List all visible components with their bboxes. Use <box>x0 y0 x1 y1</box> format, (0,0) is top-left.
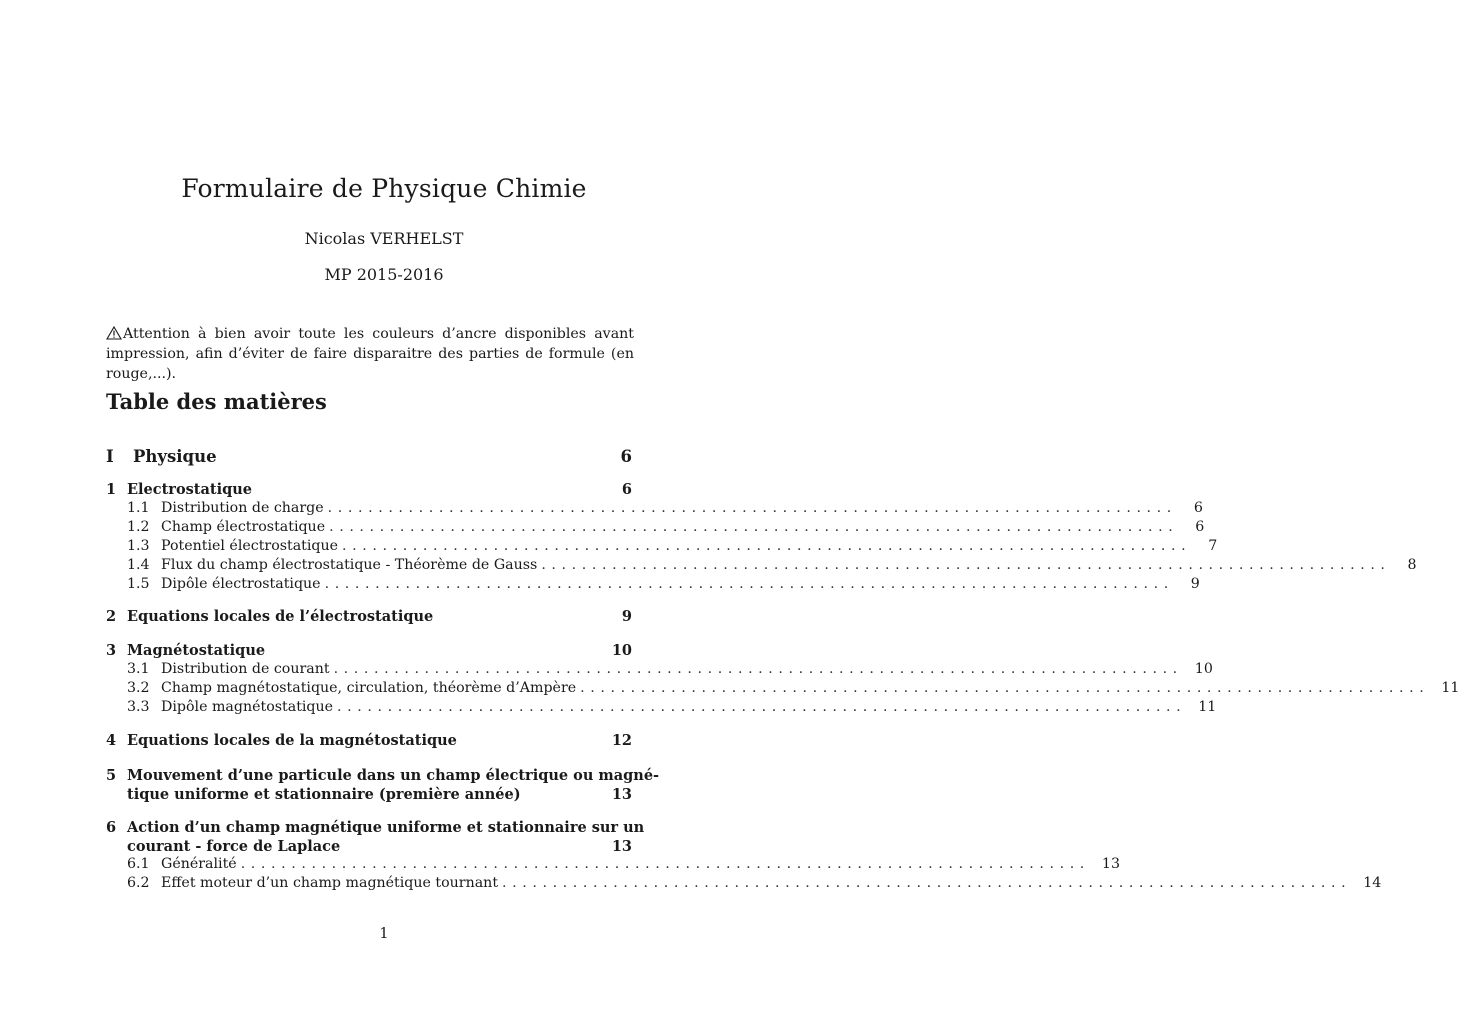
toc-subsection-1-4[interactable] <box>106 557 1417 573</box>
author-name: Nicolas VERHELST <box>304 229 464 248</box>
toc-subsection-page: 11 <box>1198 699 1217 715</box>
toc-section-page: 13 <box>611 786 632 803</box>
toc-section-4[interactable] <box>106 732 632 751</box>
toc-section-label: Electrostatique <box>127 481 252 498</box>
toc-part-label: Physique <box>133 447 217 466</box>
toc-leader-dots: .................................................................................... <box>580 680 1430 696</box>
toc-subsection-6-2[interactable] <box>106 875 1382 891</box>
toc-section-page: 6 <box>621 481 632 498</box>
toc-subsection-number: 1.5 <box>127 576 150 592</box>
toc-section-number: 1 <box>106 481 117 498</box>
toc-subsection-number: 3.1 <box>127 661 150 677</box>
toc-section-label: Equations locales de la magnétostatique <box>127 732 457 749</box>
toc-subsection-page: 6 <box>1195 519 1205 535</box>
toc-subsection-number: 1.1 <box>127 500 150 516</box>
toc-subsection-number: 1.2 <box>127 519 150 535</box>
toc-subsection-page: 10 <box>1194 661 1213 677</box>
toc-section-label: Magnétostatique <box>127 642 266 659</box>
toc-section-3[interactable] <box>106 642 632 661</box>
toc-subsection-1-2[interactable] <box>106 519 1205 535</box>
warning-text: Attention à bien avoir toute les couleurs d’ancre disponibles avant impression, afin d’éviter de faire disparaitre des parties de formule (en rouge,...). <box>106 326 634 382</box>
toc-section-number: 2 <box>106 608 117 625</box>
toc-section-label-line1: Action d’un champ magnétique uniforme et stationnaire sur un <box>127 819 645 836</box>
warning-note <box>106 324 634 384</box>
toc-subsection-label: Potentiel électrostatique <box>161 538 339 554</box>
toc-section-6[interactable] <box>106 818 645 856</box>
toc-subsection-number: 3.2 <box>127 680 150 696</box>
toc-subsection-number: 3.3 <box>127 699 150 715</box>
toc-leader-dots: .................................................................................... <box>327 500 1177 516</box>
toc-subsection-3-3[interactable] <box>106 699 1217 715</box>
toc-subsection-page: 6 <box>1193 500 1203 516</box>
toc-section-label-line1: Mouvement d’une particule dans un champ électrique ou magné- <box>127 767 660 784</box>
toc-part-number: I <box>106 447 114 466</box>
toc-part-page: 6 <box>620 447 632 466</box>
warning-triangle-icon <box>106 326 122 340</box>
toc-section-1[interactable] <box>106 481 632 500</box>
toc-subsection-label: Champ électrostatique <box>161 519 326 535</box>
toc-leader-dots: .................................................................................... <box>502 875 1352 891</box>
toc-heading: Table des matières <box>106 389 327 414</box>
toc-subsection-label: Champ magnétostatique, circulation, théorème d’Ampère <box>161 680 577 696</box>
toc-subsection-3-1[interactable] <box>106 661 1213 677</box>
toc-subsection-label: Dipôle électrostatique <box>161 576 321 592</box>
toc-subsection-page: 11 <box>1441 680 1459 696</box>
document-title: Formulaire de Physique Chimie <box>181 174 587 203</box>
toc-subsection-label: Effet moteur d’un champ magnétique tournant <box>161 875 499 891</box>
toc-subsection-page: 7 <box>1208 538 1218 554</box>
toc-subsection-1-5[interactable] <box>106 576 1200 592</box>
toc-section-page: 10 <box>611 642 632 659</box>
page-number: 1 <box>379 926 389 942</box>
toc-subsection-page: 8 <box>1407 557 1417 573</box>
toc-subsection-page: 9 <box>1190 576 1200 592</box>
toc-section-number: 5 <box>106 767 117 784</box>
toc-subsection-6-1[interactable] <box>106 856 1120 872</box>
academic-year: MP 2015-2016 <box>324 265 444 284</box>
toc-subsection-page: 14 <box>1363 875 1382 891</box>
toc-section-number: 6 <box>106 819 117 836</box>
toc-leader-dots: .................................................................................... <box>333 661 1183 677</box>
toc-subsection-1-1[interactable] <box>106 500 1203 516</box>
toc-subsection-number: 1.4 <box>127 557 150 573</box>
toc-section-page: 13 <box>611 838 632 855</box>
toc-section-number: 4 <box>106 732 117 749</box>
toc-subsection-number: 6.1 <box>127 856 150 872</box>
toc-subsection-label: Dipôle magnétostatique <box>161 699 334 715</box>
toc-section-2[interactable] <box>106 608 632 627</box>
toc-section-label: Equations locales de l’électrostatique <box>127 608 434 625</box>
toc-leader-dots: .................................................................................... <box>240 856 1090 872</box>
toc-subsection-3-2[interactable] <box>106 680 1459 696</box>
toc-leader-dots: .................................................................................... <box>541 557 1391 573</box>
toc-section-number: 3 <box>106 642 117 659</box>
toc-leader-dots: .................................................................................... <box>324 576 1174 592</box>
toc-subsection-page: 13 <box>1101 856 1120 872</box>
toc-leader-dots: .................................................................................... <box>342 538 1192 554</box>
toc-subsection-number: 6.2 <box>127 875 150 891</box>
toc-subsection-number: 1.3 <box>127 538 150 554</box>
toc-subsection-label: Distribution de courant <box>161 661 330 677</box>
toc-subsection-label: Flux du champ électrostatique - Théorème de Gauss <box>161 557 538 573</box>
toc-section-label-line2: courant - force de Laplace <box>127 838 341 855</box>
toc-subsection-label: Généralité <box>161 856 237 872</box>
toc-section-page: 12 <box>611 732 632 749</box>
toc-subsection-label: Distribution de charge <box>161 500 324 516</box>
toc-leader-dots: .................................................................................... <box>337 699 1187 715</box>
toc-subsection-1-3[interactable] <box>106 538 1218 554</box>
toc-leader-dots: .................................................................................... <box>329 519 1179 535</box>
toc-section-label-line2: tique uniforme et stationnaire (première année) <box>127 786 521 803</box>
toc-part-physique[interactable] <box>106 447 632 469</box>
toc-section-5[interactable] <box>106 766 660 804</box>
toc-section-page: 9 <box>621 608 632 625</box>
